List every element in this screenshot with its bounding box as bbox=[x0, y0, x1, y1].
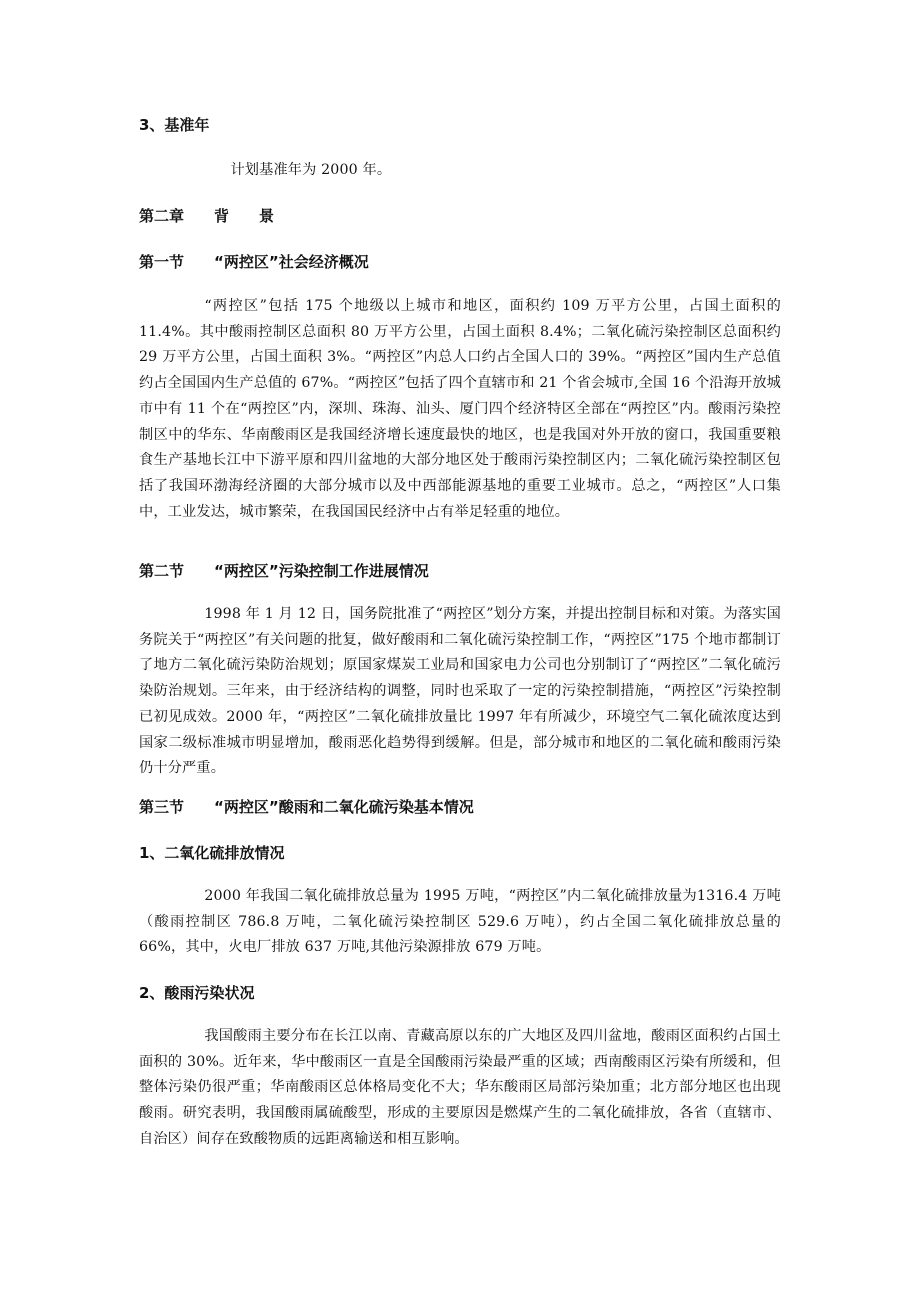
item-2-paragraph: 我国酸雨主要分布在长江以南、青藏高原以东的广大地区及四川盆地，酸雨区面积约占国土面积的 30%。近年来，华中酸雨区一直是全国酸雨污染最严重的区域；西南酸雨区污染有所缓和，但整体污染仍很严重；华南酸雨区总体格局变化不大；华东酸雨区局部污染加重；北方部分地区也出现酸雨。研究表明，我国酸雨属硫酸型，形成的主要原因是燃煤产生的二氧化硫排放，各省（直辖市、自治区）间存在致酸物质的远距离输送和相互影响。 bbox=[139, 1028, 781, 1147]
chapter-2-heading: 第二章 背 景 bbox=[139, 207, 275, 225]
section-2-paragraph: 1998 年 1 月 12 日，国务院批准了“两控区”划分方案，并提出控制目标和对策。为落实国务院关于“两控区”有关问题的批复，做好酸雨和二氧化硫污染控制工作，“两控区”175 个地市都制订了地方二氧化硫污染防治规划；原国家煤炭工业局和国家电力公司也分别制订了“两控区”二氧化硫污染防治规划。三年来，由于经济结构的调整，同时也采取了一定的污染控制措施，“两控区”污染控制已初见成效。2000 年，“两控区”二氧化硫排放量比 1997 年有所减少，环境空气二氧化硫浓度达到国家二级标准城市明显增加，酸雨恶化趋势得到缓解。但是，部分城市和地区的二氧化硫和酸雨污染仍十分严重。 bbox=[139, 606, 781, 777]
base-year-heading: 3、基准年 bbox=[139, 116, 210, 134]
item-1-paragraph: 2000 年我国二氧化硫排放总量为 1995 万吨，“两控区”内二氧化硫排放量为1316.4 万吨（酸雨控制区 786.8 万吨，二氧化硫污染控制区 529.6 万吨），约占全国二氧化硫排放总量的 66%，其中，火电厂排放 637 万吨,其他污染源排放 679 万吨。 bbox=[139, 888, 781, 956]
base-year-text: 计划基准年为 2000 年。 bbox=[230, 162, 392, 178]
section-3-heading: 第三节 “两控区”酸雨和二氧化硫污染基本情况 bbox=[139, 798, 474, 816]
section-2-heading: 第二节 “两控区”污染控制工作进展情况 bbox=[139, 562, 429, 580]
section-1-paragraph: “两控区”包括 175 个地级以上城市和地区，面积约 109 万平方公里，占国土面积的 11.4%。其中酸雨控制区总面积 80 万平方公里，占国土面积 8.4%；二氧化硫污染控制区总面积约 29 万平方公里，占国土面积 3%。“两控区”内总人口约占全国人口的 39%。“两控区”国内生产总值约占全国国内生产总值的 67%。“两控区”包括了四个直辖市和 21 个省会城市,全国 16 个沿海开放城市中有 11 个在“两控区”内，深圳、珠海、汕头、厦门四个经济特区全部在“两控区”内。酸雨污染控制区中的华东、华南酸雨区是我国经济增长速度最快的地区，也是我国对外开放的窗口，我国重要粮食生产基地长江中下游平原和四川盆地的大部分地区处于酸雨污染控制区内；二氧化硫污染控制区包括了我国环渤海经济圈的大部分城市以及中西部能源基地的重要工业城市。总之，“两控区”人口集中，工业发达，城市繁荣，在我国国民经济中占有举足轻重的地位。 bbox=[139, 298, 781, 520]
section-1-heading: 第一节 “两控区”社会经济概况 bbox=[139, 253, 369, 271]
item-1-heading: 1、二氧化硫排放情况 bbox=[139, 844, 285, 862]
item-2-heading: 2、酸雨污染状况 bbox=[139, 984, 255, 1002]
